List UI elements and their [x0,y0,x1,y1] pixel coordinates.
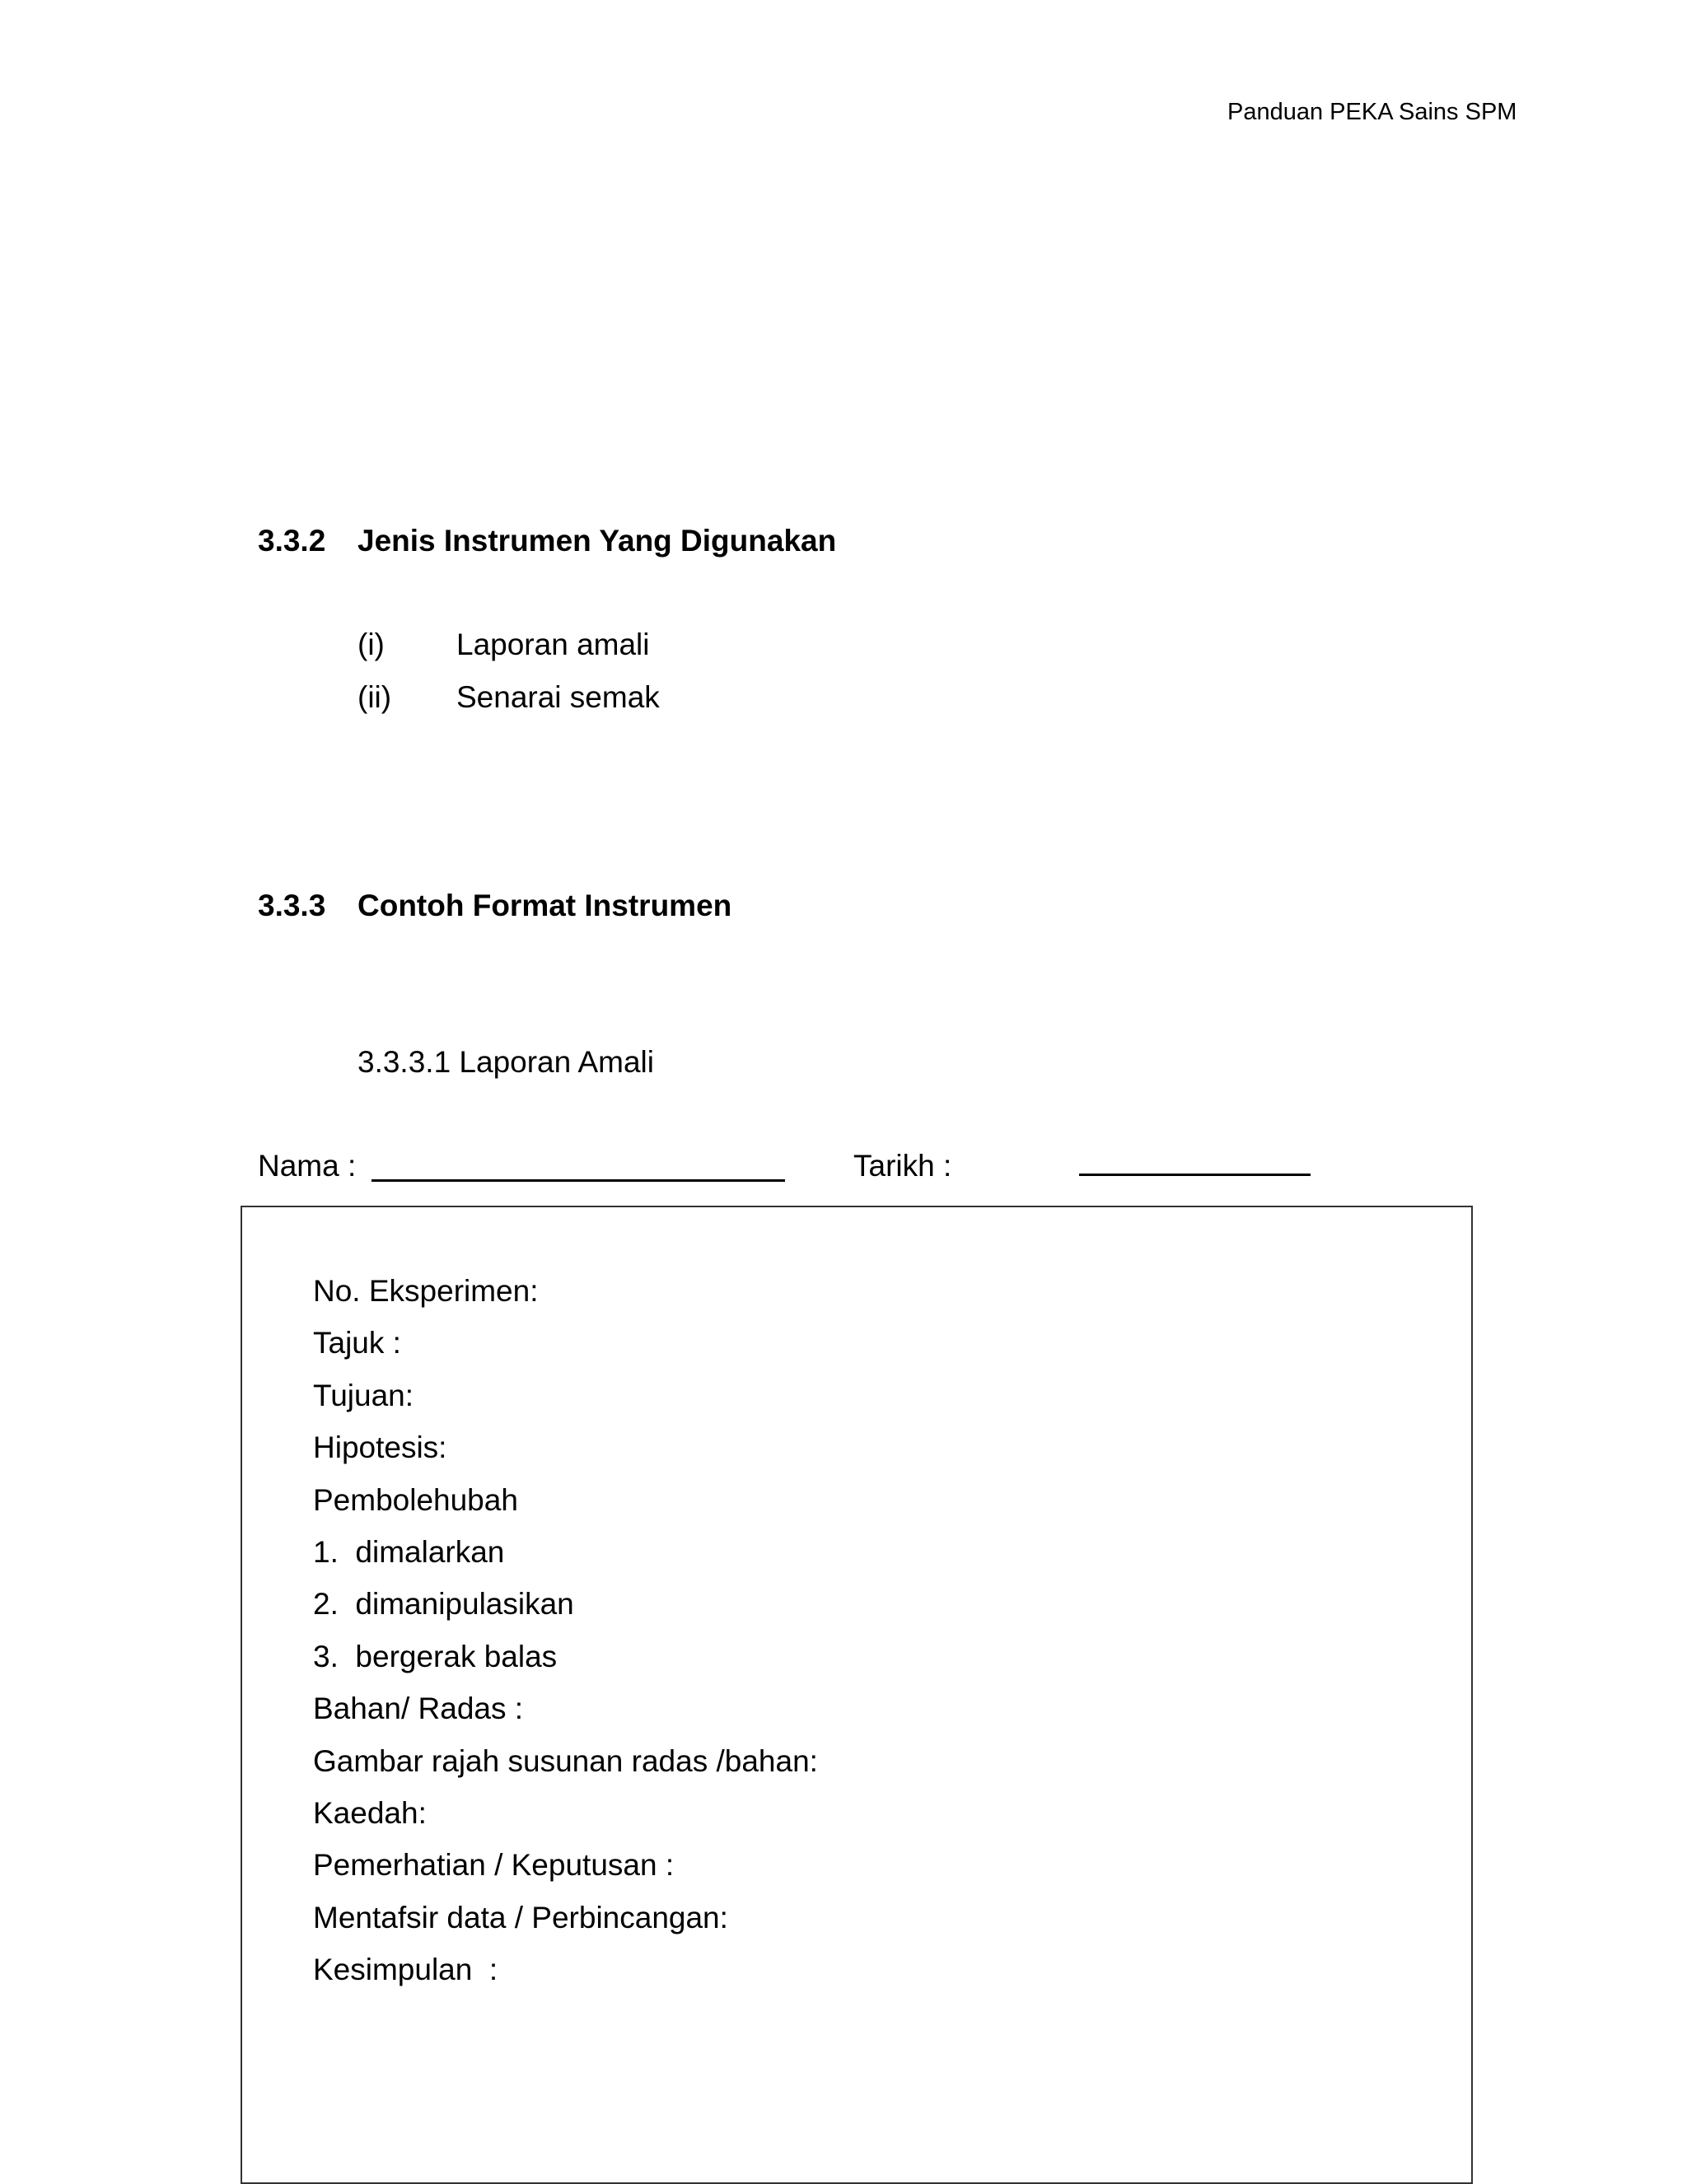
section-title-333: Contoh Format Instrumen [357,889,732,922]
list-item-text: Laporan amali [456,628,650,661]
date-label: Tarikh : [853,1149,952,1183]
report-field-variable-responding: 3. bergerak balas [313,1639,558,1673]
list-item-text: Senarai semak [456,680,660,714]
section-number-333: 3.3.3 [258,889,326,922]
report-field-hypothesis: Hipotesis: [313,1430,447,1465]
subsection-title: 3.3.3.1 Laporan Amali [357,1045,654,1079]
report-field-title: Tajuk : [313,1326,401,1360]
section-number-332: 3.3.2 [258,524,326,558]
report-field-list [313,1265,818,1995]
report-field-variable-constant: 1. dimalarkan [313,1534,505,1569]
report-field-method: Kaedah: [313,1795,427,1830]
section-title-332: Jenis Instrumen Yang Digunakan [357,524,837,558]
report-field-discussion: Mentafsir data / Perbincangan: [313,1900,728,1934]
report-field-experiment-number: No. Eksperimen: [313,1274,539,1308]
report-field-aim: Tujuan: [313,1378,414,1412]
page-header: Panduan PEKA Sains SPM [1227,99,1517,125]
name-label: Nama : [258,1149,357,1183]
list-marker: (i) [357,628,385,661]
report-field-observation: Pemerhatian / Keputusan : [313,1848,675,1883]
report-field-variables: Pembolehubah [313,1482,518,1517]
report-box [241,1206,1473,2184]
report-field-diagram: Gambar rajah susunan radas /bahan: [313,1743,818,1778]
list-marker: (ii) [357,680,392,714]
date-field-line [1079,1174,1311,1176]
report-field-variable-manipulated: 2. dimanipulasikan [313,1587,574,1622]
name-field-line [372,1179,785,1182]
report-field-materials: Bahan/ Radas : [313,1692,524,1726]
report-field-conclusion: Kesimpulan : [313,1953,498,1987]
